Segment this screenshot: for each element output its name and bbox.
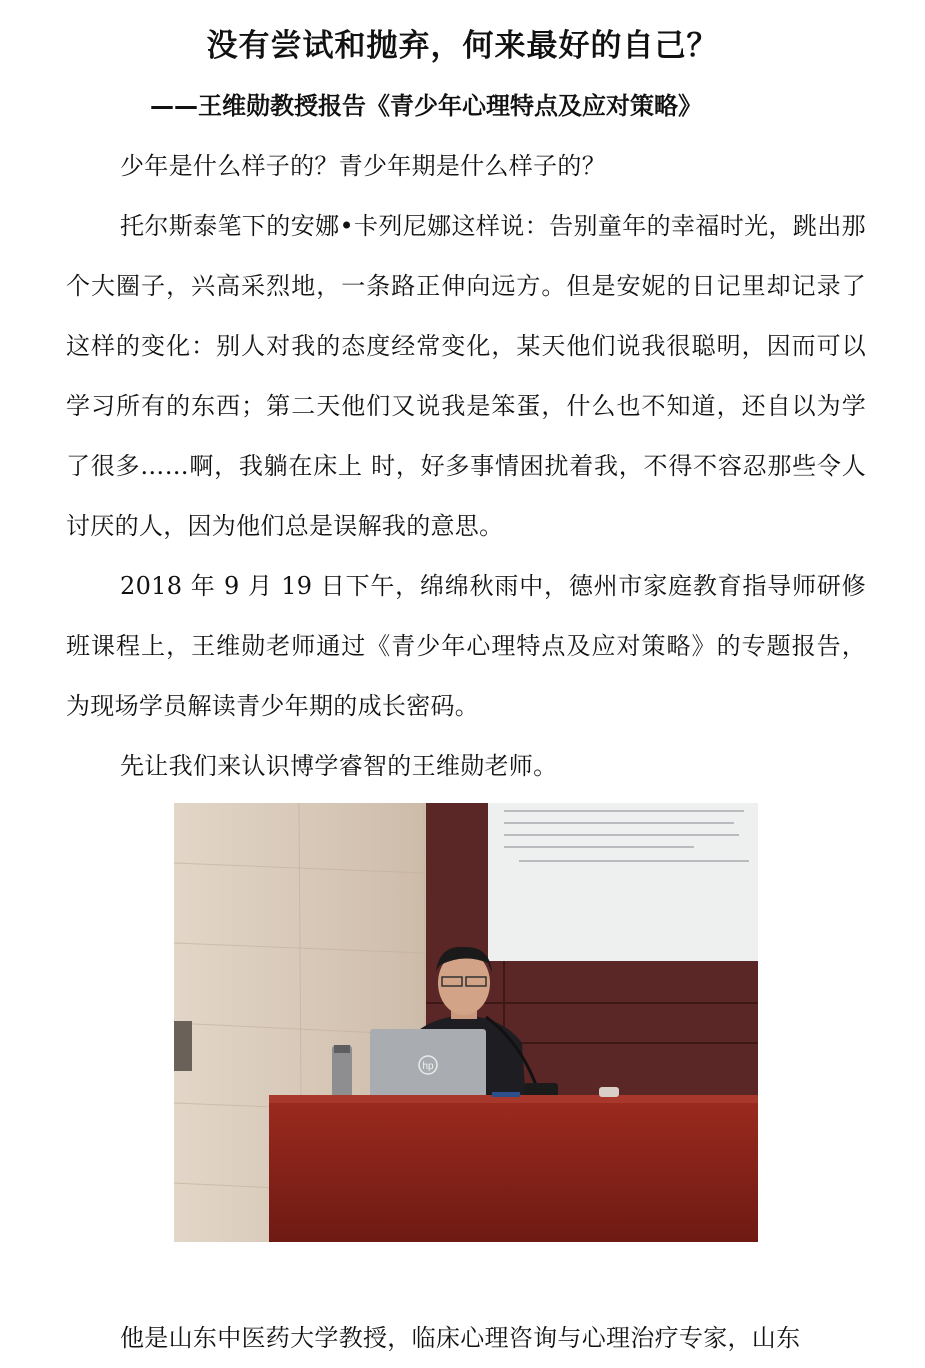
paragraph-5: 他是山东中医药大学教授，临床心理咨询与心理治疗专家，山东 <box>120 1324 801 1352</box>
desk <box>269 1099 758 1242</box>
lecture-photo <box>174 803 758 1242</box>
laptop <box>364 1029 492 1106</box>
paragraph-4: 先让我们来认识博学睿智的王维勋老师。 <box>120 752 558 780</box>
projection-screen <box>488 803 758 961</box>
laptop-logo: hp <box>422 1061 434 1072</box>
thermos <box>332 1045 352 1100</box>
article-subtitle: ——王维勋教授报告《青少年心理特点及应对策略》 <box>150 92 702 120</box>
article-title: 没有尝试和抛弃，何来最好的自己？ <box>206 28 719 64</box>
paragraph-1: 少年是什么样子的？青少年期是什么样子的？ <box>120 152 606 180</box>
paragraph-2: 托尔斯泰笔下的安娜•卡列尼娜这样说：告别童年的幸福时光，跳出那个大圈子，兴高采烈地，一条路正伸向远方。但是安妮的日记里却记录了这样的变化：别人对我的态度经常变化，某天他们说我很聪明，因而可以学习所有的东西；第二天他们又说我是笨蛋，什么也不知道，还自以为学了很多……啊，我躺在床上 时，好多事情困扰着我，不得不容忍那些令人讨厌的人，因为他们总是误解我的意思。 <box>66 212 866 540</box>
paragraph-3: 2018 年 9 月 19 日下午，绵绵秋雨中，德州市家庭教育指导师研修班课程上，王维勋老师通过《青少年心理特点及应对策略》的专题报告，为现场学员解读青少年期的成长密码。 <box>66 572 866 720</box>
